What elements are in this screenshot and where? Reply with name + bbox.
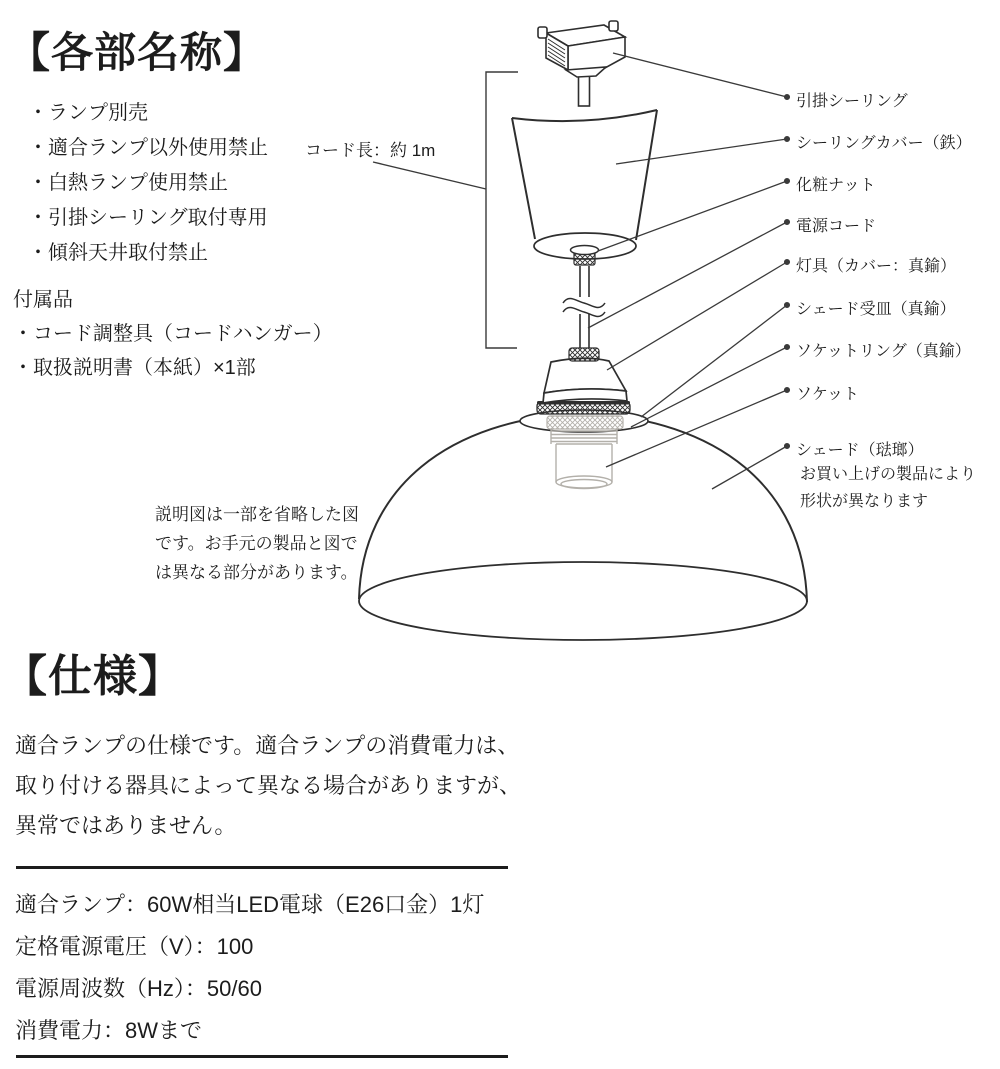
accessory-line: ・コード調整具（コードハンガー） [13,323,333,345]
spec-divider-top [16,866,508,869]
spec-item: 電源周波数（Hz）：50/60 [15,976,262,1001]
part-label-decorative-nut: 化粧ナット [796,177,876,194]
power-cord [563,266,605,348]
part-label-ceiling-cover: シーリングカバー（鉄） [796,135,972,152]
accessories-heading: 付属品 [13,289,73,311]
spec-description-line: 異常ではありません。 [15,813,237,838]
caption-line: です。お手元の製品と図で [155,534,358,553]
diagram-caption [155,500,359,587]
spec-list [15,884,484,1052]
note-line: ・適合ランプ以外使用禁止 [28,137,268,159]
part-label-power-cord: 電源コード [796,218,877,235]
spec-description-line: 適合ランプの仕様です。適合ランプの消費電力は、 [15,733,520,758]
spec-description-line: 取り付ける器具によって異なる場合がありますが、 [15,773,522,798]
note-line: ・傾斜天井取付禁止 [28,242,208,264]
spec-divider-bottom [16,1055,508,1058]
part-label-shade-plate: シェード受皿（真鍮） [796,301,956,318]
spec-item: 消費電力：8Wまで [15,1018,203,1043]
note-line: ・白熱ランプ使用禁止 [28,172,228,194]
spec-description [15,726,521,846]
part-label-hikkake-ceiling: 引掛シーリング [796,93,908,110]
part-label-socket-ring: ソケットリング（真鍮） [796,343,971,360]
caption-line: は異なる部分があります。 [155,563,358,582]
cord-length-bracket [373,72,518,348]
shade-note-line: 形状が異なります [800,493,929,510]
caption-line: 説明図は一部を省略した図 [155,505,359,524]
accessory-line: ・取扱説明書（本紙）×1部 [13,357,256,379]
part-label-socket: ソケット [796,386,860,403]
note-line: ・引掛シーリング取付専用 [28,207,268,229]
parts-section-heading: 【各部名称】 [8,29,267,76]
usage-notes-list [28,96,268,271]
accessories-list [13,283,333,385]
shade-shape-note [800,461,976,515]
socket-assembly [547,416,623,489]
part-label-shade: シェード（琺瑯） [796,442,924,459]
note-line: ・ランプ別売 [28,102,148,124]
spec-item: 定格電源電圧（V）：100 [15,934,254,959]
part-label-lamp-fixture: 灯具（カバー：真鍮） [796,258,957,275]
shade-note-line: お買い上げの製品により [800,466,977,483]
shade-dome [359,413,807,640]
socket-ring [537,401,630,414]
cord-grip [569,348,599,361]
ceiling-plug [538,21,625,106]
decorative-nut [571,246,599,266]
spec-item: 適合ランプ：60W相当LED電球（E26口金）1灯 [15,892,485,917]
cord-length-label: コード長：約 1m [305,141,436,160]
spec-section-heading: 【仕様】 [3,652,183,701]
